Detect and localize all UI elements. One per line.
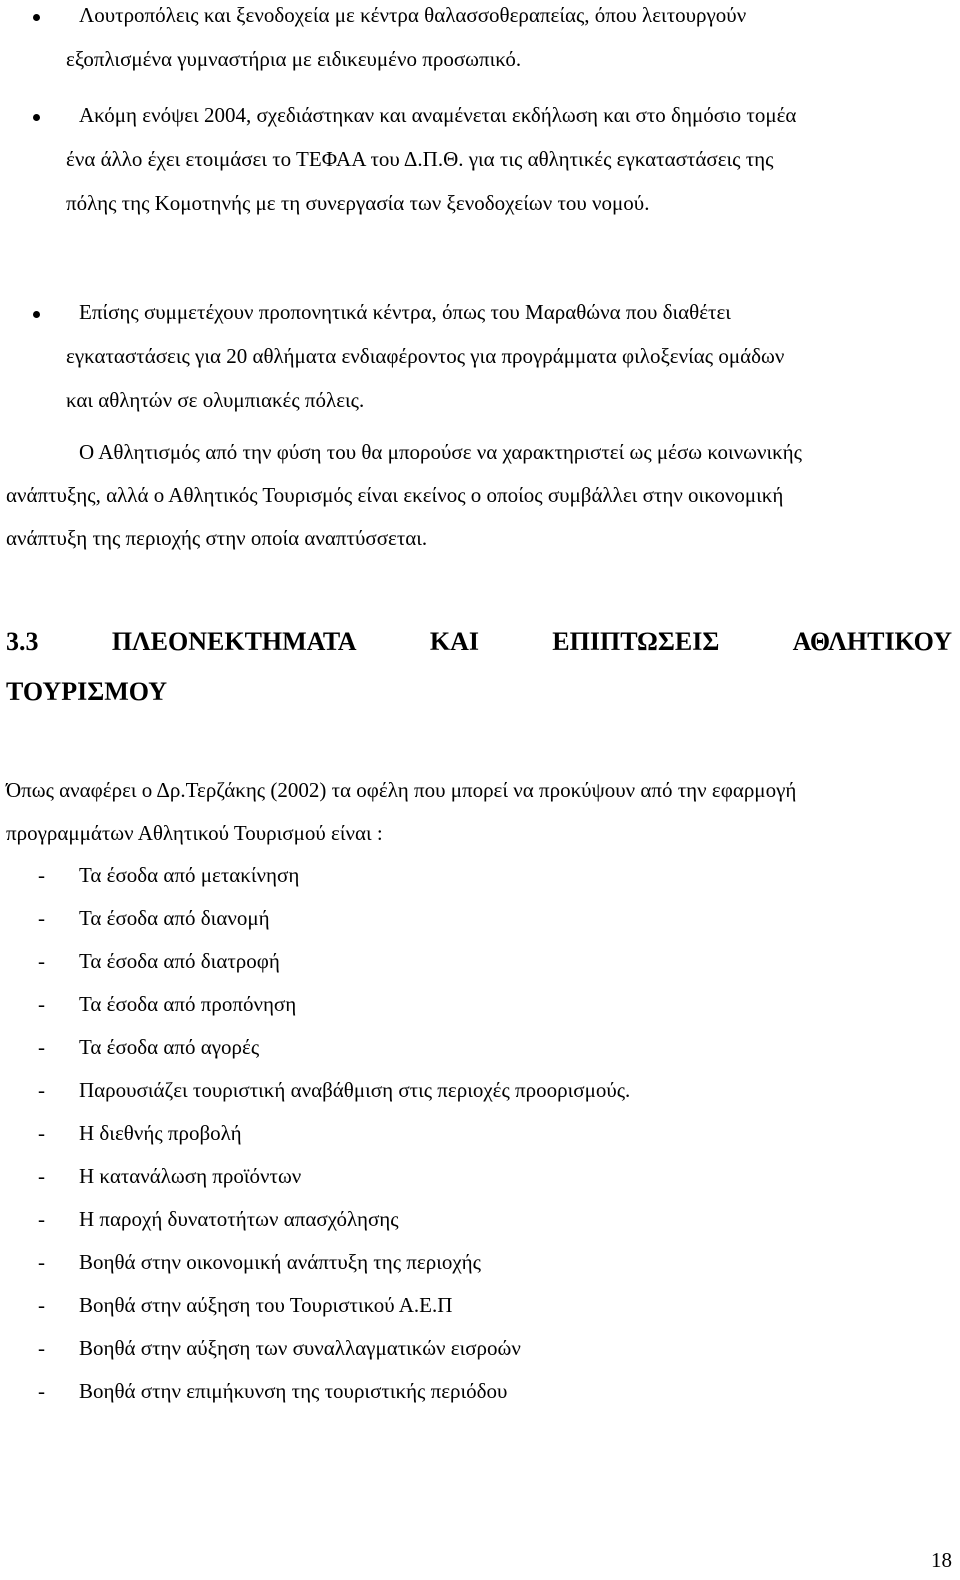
dash-marker: - xyxy=(38,906,45,930)
list-item: Βοηθά στην αύξηση του Τουριστικού Α.Ε.Π xyxy=(79,1293,453,1317)
bullet-3-line-2: εγκαταστάσεις για 20 αθλήματα ενδιαφέροντος για προγράμματα φιλοξενίας ομάδων xyxy=(66,344,785,368)
list-item: Τα έσοδα από αγορές xyxy=(79,1035,260,1059)
dash-marker: - xyxy=(38,1250,45,1274)
bullet-marker xyxy=(33,311,40,318)
bullet-1-line-1: Λουτροπόλεις και ξενοδοχεία με κέντρα θαλασσοθεραπείας, όπου λειτουργούν xyxy=(79,3,747,27)
dash-marker: - xyxy=(38,863,45,887)
dash-marker: - xyxy=(38,1035,45,1059)
dash-marker: - xyxy=(38,949,45,973)
intro-line-2: προγραμμάτων Αθλητικού Τουρισμού είναι : xyxy=(6,821,383,845)
list-item: Βοηθά στην αύξηση των συναλλαγματικών εισροών xyxy=(79,1336,521,1360)
list-item: Τα έσοδα από διατροφή xyxy=(79,949,280,973)
list-item: Η διεθνής προβολή xyxy=(79,1121,242,1145)
heading-word: ΑΘΛΗΤΙΚΟΥ xyxy=(792,627,952,656)
list-item: Βοηθά στην οικονομική ανάπτυξη της περιοχής xyxy=(79,1250,481,1274)
dash-marker: - xyxy=(38,1078,45,1102)
bullet-marker xyxy=(33,14,40,21)
bullet-2-line-1: Ακόμη ενόψει 2004, σχεδιάστηκαν και αναμένεται εκδήλωση και στο δημόσιο τομέα xyxy=(79,103,797,127)
list-item: Βοηθά στην επιμήκυνση της τουριστικής περιόδου xyxy=(79,1379,508,1403)
paragraph-line-2: ανάπτυξης, αλλά ο Αθλητικός Τουρισμός είναι εκείνος ο οποίος συμβάλλει στην οικονομική xyxy=(6,483,784,507)
list-item: Τα έσοδα από μετακίνηση xyxy=(79,863,300,887)
list-item: Η κατανάλωση προϊόντων xyxy=(79,1164,302,1188)
bullet-1-line-2: εξοπλισμένα γυμναστήρια με ειδικευμένο προσωπικό. xyxy=(66,47,522,71)
section-heading xyxy=(6,626,952,658)
dash-marker: - xyxy=(38,1336,45,1360)
heading-number: 3.3 xyxy=(6,627,39,656)
list-item: Τα έσοδα από προπόνηση xyxy=(79,992,297,1016)
dash-marker: - xyxy=(38,1207,45,1231)
bullet-3-line-1: Επίσης συμμετέχουν προπονητικά κέντρα, όπως του Μαραθώνα που διαθέτει xyxy=(79,300,731,324)
heading-word: ΚΑΙ xyxy=(429,627,479,656)
page-number: 18 xyxy=(931,1548,952,1572)
bullet-3-line-3: και αθλητών σε ολυμπιακές πόλεις. xyxy=(66,388,365,412)
heading-word: ΕΠΙΠΤΩΣΕΙΣ xyxy=(552,627,720,656)
intro-line-1: Όπως αναφέρει ο Δρ.Τερζάκης (2002) τα οφέλη που μπορεί να προκύψουν από την εφαρμογή xyxy=(6,778,797,802)
list-item: Η παροχή δυνατοτήτων απασχόλησης xyxy=(79,1207,399,1231)
dash-marker: - xyxy=(38,1121,45,1145)
dash-marker: - xyxy=(38,1293,45,1317)
paragraph-line-1: Ο Αθλητισμός από την φύση του θα μπορούσε να χαρακτηριστεί ως μέσω κοινωνικής xyxy=(79,440,802,464)
bullet-2-line-2: ένα άλλο έχει ετοιμάσει το ΤΕΦΑΑ του Δ.Π.Θ. για τις αθλητικές εγκαταστάσεις της xyxy=(66,147,774,171)
bullet-marker xyxy=(33,114,40,121)
heading-word: ΠΛΕΟΝΕΚΤΗΜΑΤΑ xyxy=(111,627,357,656)
section-heading-line-2: ΤΟΥΡΙΣΜΟΥ xyxy=(6,677,168,706)
bullet-2-line-3: πόλης της Κομοτηνής με τη συνεργασία των ξενοδοχείων του νομού. xyxy=(66,191,650,215)
list-item: Παρουσιάζει τουριστική αναβάθμιση στις περιοχές προορισμούς. xyxy=(79,1078,631,1102)
dash-marker: - xyxy=(38,1164,45,1188)
dash-marker: - xyxy=(38,992,45,1016)
list-item: Τα έσοδα από διανομή xyxy=(79,906,270,930)
dash-marker: - xyxy=(38,1379,45,1403)
paragraph-line-3: ανάπτυξη της περιοχής στην οποία αναπτύσσεται. xyxy=(6,526,428,550)
